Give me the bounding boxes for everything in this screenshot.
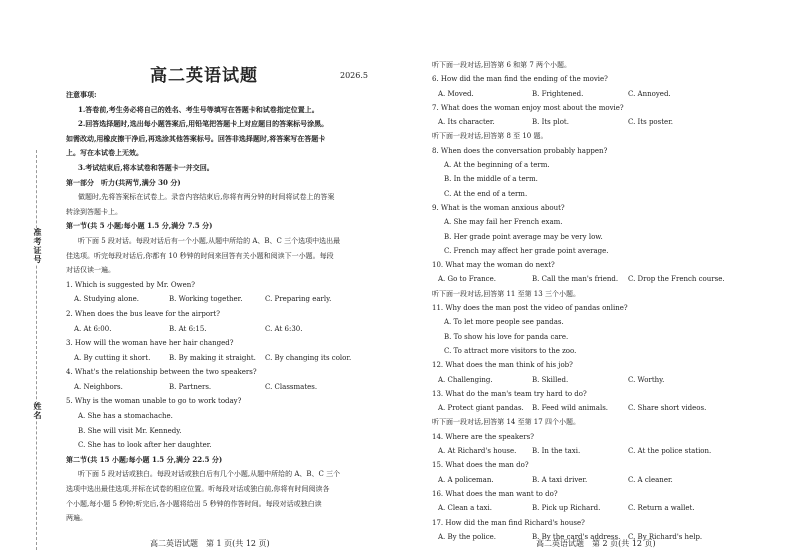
option-text: C. Classmates.	[265, 382, 318, 391]
text-line: B. Her grade point average may be very low.	[444, 232, 603, 241]
text-line: 对话仅读一遍。	[66, 266, 115, 275]
text-line: 3.考试结束后,将本试卷和答题卡一并交回。	[78, 162, 214, 172]
right-column	[432, 58, 780, 544]
binding-line	[36, 150, 37, 550]
option-text: B. By making it straight.	[169, 353, 256, 362]
option-text: A. A policeman.	[438, 475, 494, 484]
option-text: B. By the card's address.	[532, 532, 621, 541]
left-column	[66, 88, 390, 526]
text-line: 3. How will the woman have her hair changed?	[66, 339, 234, 348]
option-row	[432, 272, 780, 286]
option-text: A. By the police.	[438, 532, 496, 541]
text-line: 两遍。	[66, 514, 87, 523]
option-row	[66, 292, 390, 307]
exam-number-label: 准考证号	[33, 228, 43, 264]
option-text: B. Frightened.	[532, 89, 584, 98]
text-line: 佳选项。听完每段对话后,你都有 10 秒钟的时间来回答有关小题和阅读下一小题。每段	[66, 251, 334, 260]
text-line: 第一部分 听力(共两节,满分 30 分)	[66, 177, 181, 187]
text-line: 听下面一段对话,回答第 8 至 10 题。	[432, 132, 548, 141]
option-text: A. At Richard's house.	[438, 447, 517, 456]
text-line: 注意事项:	[66, 90, 97, 99]
text-line: A. She may fail her French exam.	[444, 218, 563, 227]
text-line: B. To show his love for panda care.	[444, 332, 569, 341]
text-line: 上。写在本试卷上无效。	[66, 148, 143, 158]
option-text: C. Preparing early.	[265, 295, 332, 304]
option-text: C. Worthy.	[628, 375, 665, 384]
page-title: 高二英语试题	[150, 66, 258, 86]
option-text: A. Studying alone.	[74, 295, 140, 304]
option-text: A. Challenging.	[438, 375, 493, 384]
footer-page-1: 高二英语试题 第 1 页(共 12 页)	[150, 539, 270, 548]
footer-page-2: 高二英语试题 第 2 页(共 12 页)	[536, 539, 656, 548]
text-line: B. She will visit Mr. Kennedy.	[78, 426, 182, 435]
option-text: B. Skilled.	[532, 375, 569, 384]
binding-margin	[0, 0, 58, 558]
option-text: A. Clean a taxi.	[438, 504, 492, 513]
text-line: 听下面 5 段对话或独白。每段对话或独白后有几个小题,从题中所给的 A、B、C 三个	[78, 470, 341, 479]
text-line: 11. Why does the man post the video of pandas online?	[432, 304, 628, 313]
text-line: 2.回答选择题时,选出每小题答案后,用铅笔把答题卡上对应题目的答案标号涂黑。	[78, 119, 329, 129]
text-line: 听下面一段对话,回答第 11 至第 13 三个小题。	[432, 289, 580, 298]
option-text: C. By changing its color.	[265, 353, 352, 362]
text-line: 转涂到答题卡上。	[66, 207, 122, 216]
text-line: A. She has a stomachache.	[78, 412, 173, 421]
text-line: 第二节(共 15 小题;每小题 1.5 分,满分 22.5 分)	[66, 454, 223, 464]
option-text: B. Pick up Richard.	[532, 504, 601, 513]
option-text: B. At 6:15.	[169, 324, 207, 333]
option-text: A. Its character.	[438, 118, 495, 127]
option-text: B. In the taxi.	[532, 447, 581, 456]
text-line: 8. When does the conversation probably happen?	[432, 146, 608, 155]
text-line: 1. Which is suggested by Mr. Owen?	[66, 280, 196, 289]
option-text: A. At 6:00.	[74, 324, 112, 333]
exam-date: 2026.5	[340, 71, 368, 80]
text-line: 9. What is the woman anxious about?	[432, 203, 565, 212]
text-line: 17. How did the man find Richard's house?	[432, 518, 585, 527]
text-line: 2. When does the bus leave for the airport?	[66, 309, 220, 318]
option-row	[66, 380, 390, 395]
option-text: B. Call the man's friend.	[532, 275, 619, 284]
text-line: C. To attract more visitors to the zoo.	[444, 346, 577, 355]
option-row	[432, 501, 780, 515]
option-row	[432, 444, 780, 458]
option-row	[432, 473, 780, 487]
option-row	[432, 115, 780, 129]
name-label: 姓名	[33, 402, 43, 420]
text-line: 13. What do the man's team try hard to do?	[432, 389, 587, 398]
text-line: 10. What may the woman do next?	[432, 261, 555, 270]
text-line: 做题时,先将答案标在试卷上。录音内容结束后,你将有两分钟的时间将试卷上的答案	[78, 193, 335, 202]
text-line: C. At the end of a term.	[444, 189, 528, 198]
text-line: A. At the beginning of a term.	[444, 161, 550, 170]
option-text: B. A taxi driver.	[532, 475, 588, 484]
option-text: A. Protect giant pandas.	[438, 404, 524, 413]
text-line: C. She has to look after her daughter.	[78, 441, 212, 450]
text-line: C. French may affect her grade point average.	[444, 246, 609, 255]
text-line: 14. Where are the speakers?	[432, 432, 534, 441]
text-line: 1.答卷前,考生务必将自己的姓名、考生号等填写在答题卡和试卷指定位置上。	[78, 104, 319, 114]
option-text: B. Working together.	[169, 295, 243, 304]
option-row	[432, 87, 780, 101]
text-line: 听下面一段对话,回答第 6 和第 7 两个小题。	[432, 61, 572, 69]
option-row	[66, 322, 390, 337]
text-line: 7. What does the woman enjoy most about the movie?	[432, 103, 624, 112]
text-line: 听下面 5 段对话。每段对话后有一个小题,从题中所给的 A、B、C 三个选项中选出最	[78, 236, 341, 245]
option-text: A. By cutting it short.	[74, 353, 151, 362]
option-text: C. Return a wallet.	[628, 504, 695, 513]
option-text: C. Drop the French course.	[628, 275, 725, 284]
text-line: B. In the middle of a term.	[444, 175, 538, 184]
option-text: C. At the police station.	[628, 447, 712, 456]
text-line: 第一节(共 5 小题;每小题 1.5 分,满分 7.5 分)	[66, 221, 213, 231]
option-text: B. Feed wild animals.	[532, 404, 609, 413]
text-line: 听下面一段对话,回答第 14 至第 17 四个小题。	[432, 418, 580, 427]
option-text: C. By Richard's help.	[628, 532, 703, 541]
option-text: C. At 6:30.	[265, 324, 303, 333]
text-line: 4. What's the relationship between the two speakers?	[66, 368, 257, 377]
option-text: B. Its plot.	[532, 118, 569, 127]
option-text: A. Moved.	[438, 89, 474, 98]
text-line: 选项中选出最佳选项,并标在试卷的相应位置。听每段对话或独白前,你将有时间阅读各	[66, 485, 330, 494]
text-line: 如需改动,用橡皮擦干净后,再选涂其他答案标号。回答非选择题时,将答案写在答题卡	[66, 133, 326, 143]
option-text: C. A cleaner.	[628, 475, 673, 484]
option-row	[432, 373, 780, 387]
option-text: C. Annoyed.	[628, 89, 671, 98]
option-text: C. Its poster.	[628, 118, 673, 127]
option-text: A. Go to France.	[438, 275, 496, 284]
text-line: 12. What does the man think of his job?	[432, 361, 573, 370]
text-line: 5. Why is the woman unable to go to work today?	[66, 397, 242, 406]
option-row	[66, 351, 390, 366]
option-text: A. Neighbors.	[74, 382, 123, 391]
option-text: B. Partners.	[169, 382, 212, 391]
option-text: C. Share short videos.	[628, 404, 707, 413]
text-line: 15. What does the man do?	[432, 461, 529, 470]
text-line: 16. What does the man want to do?	[432, 489, 558, 498]
text-line: A. To let more people see pandas.	[444, 318, 564, 327]
text-line: 6. How did the man find the ending of the movie?	[432, 75, 608, 84]
text-line: 个小题,每小题 5 秒钟;听完后,各小题将给出 5 秒钟的作答时间。每段对话或独白读	[66, 499, 322, 508]
option-row	[432, 401, 780, 415]
